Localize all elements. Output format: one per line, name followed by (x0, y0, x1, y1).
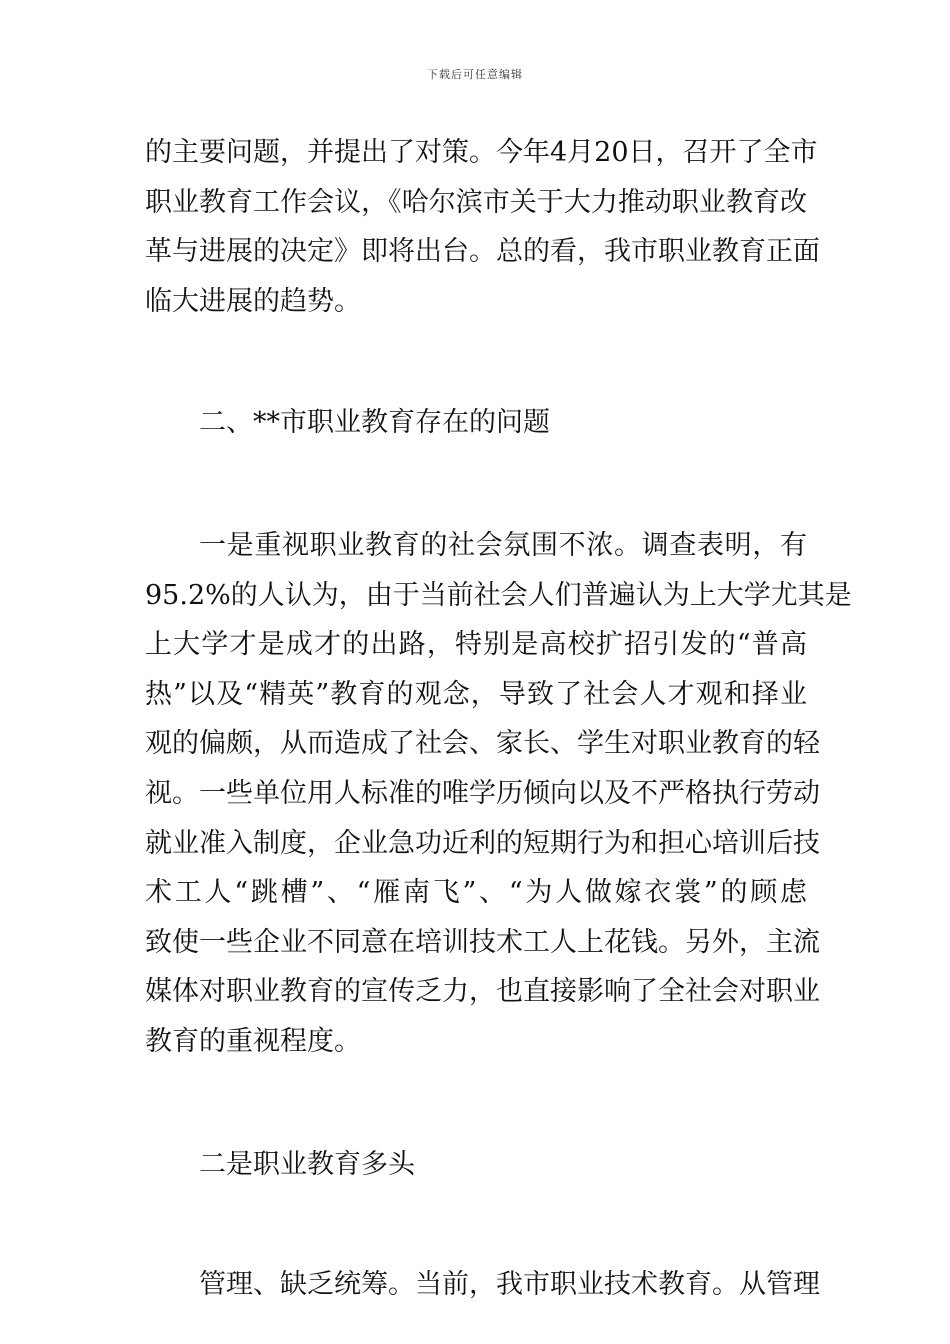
text-line: 95.2%的人认为，由于当前社会人们普遍认为上大学尤其是 (145, 579, 852, 611)
text-line: 致使一些企业不同意在培训技术工人上花钱。另外，主流 (145, 926, 820, 958)
text-line: 临大进展的趋势。 (145, 285, 361, 317)
text-line: 术工人“跳槽”、“雁南飞”、“为人做嫁衣裳”的顾虑 (145, 877, 807, 909)
text-line: 上大学才是成才的出路，特别是高校扩招引发的“普高 (145, 629, 807, 661)
text-line: 媒体对职业教育的宣传乏力，也直接影响了全社会对职业 (145, 976, 820, 1008)
text-line: 职业教育工作会议，《哈尔滨市关于大力推动职业教育改 (145, 186, 807, 218)
text-line: 革与进展的决定》即将出台。总的看，我市职业教育正面 (145, 236, 820, 268)
document-body (145, 128, 852, 1310)
text-line: 观的偏颇，从而造成了社会、家长、学生对职业教育的轻 (145, 728, 820, 760)
page-header: 下载后可任意编辑 (427, 68, 523, 81)
text-line: 教育的重视程度。 (145, 1025, 361, 1057)
section-heading: 二、**市职业教育存在的问题 (199, 407, 550, 439)
paragraph-3 (145, 1260, 820, 1310)
text-line: 就业准入制度，企业急功近利的短期行为和担心培训后技 (145, 827, 820, 859)
text-line: 一是重视职业教育的社会氛围不浓。调查表明，有 (199, 529, 807, 561)
text-line: 的主要问题，并提出了对策。今年4月20日，召开了全市 (145, 137, 818, 168)
paragraph-2 (145, 521, 852, 1067)
text-line: 管理、缺乏统筹。当前，我市职业技术教育。从管理 (199, 1269, 820, 1301)
paragraph-1 (145, 128, 820, 326)
text-line: 热”以及“精英”教育的观念，导致了社会人才观和择业 (145, 678, 807, 710)
text-line: 视。一些单位用人标准的唯学历倾向以及不严格执行劳动 (145, 777, 820, 809)
section-subheading: 二是职业教育多头 (199, 1148, 415, 1180)
